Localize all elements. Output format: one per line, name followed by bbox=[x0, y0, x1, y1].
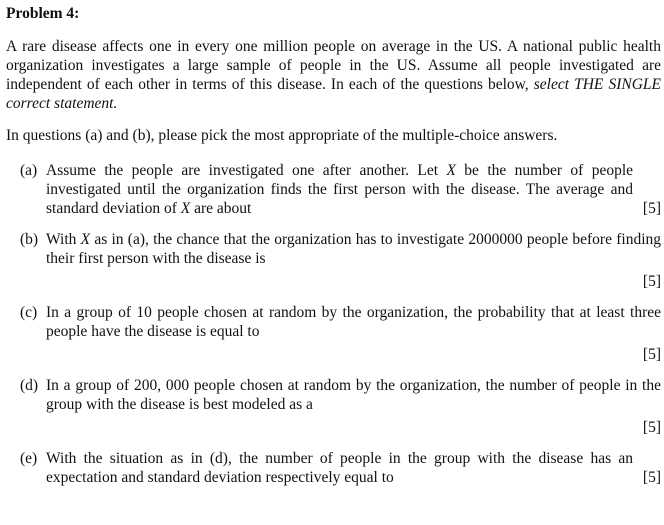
question-e-marks: [5] bbox=[642, 469, 661, 486]
question-d-label: (d) bbox=[20, 377, 39, 394]
multiple-choice-instructions: In questions (a) and (b), please pick the most appropriate of the multiple-choice answers. bbox=[6, 127, 558, 144]
question-a bbox=[20, 161, 661, 218]
question-b bbox=[20, 230, 661, 291]
problem-intro bbox=[6, 37, 661, 113]
question-d-text: In a group of 200, 000 people chosen at random by the organization, the number of people in the group with the disease is best modeled as a bbox=[46, 377, 661, 413]
question-a-var-x-2: X bbox=[180, 200, 191, 217]
question-b-label: (b) bbox=[20, 231, 39, 248]
question-c-text: In a group of 10 people chosen at random by the organization, the probability that at least three people have the disease is equal to bbox=[46, 304, 661, 340]
question-a-var-x: X bbox=[446, 162, 456, 179]
question-d-marks: [5] bbox=[642, 419, 661, 436]
question-a-marks: [5] bbox=[642, 200, 661, 217]
question-b-var-x: X bbox=[80, 231, 91, 248]
question-c-label: (c) bbox=[20, 304, 38, 321]
question-b-text-post: as in (a), the chance that the organization has to investigate 2000000 people before finding their first person with the disease is bbox=[46, 231, 661, 267]
question-b-marks: [5] bbox=[642, 273, 661, 290]
question-e-label: (e) bbox=[20, 450, 38, 467]
question-c-marks: [5] bbox=[642, 346, 661, 363]
question-a-text-mid: be the number of people investigated until the organization finds the first person with the disease. The average and standard deviation of bbox=[46, 162, 634, 217]
question-e-text: With the situation as in (d), the number of people in the group with the disease has an expectation and standard deviation respectively equal to bbox=[46, 450, 633, 486]
question-a-label: (a) bbox=[20, 162, 38, 179]
problem-page bbox=[6, 2, 661, 487]
question-c bbox=[20, 303, 661, 364]
question-d bbox=[20, 376, 661, 437]
question-a-text-pre: Assume the people are investigated one after another. Let bbox=[46, 162, 447, 179]
question-e bbox=[20, 449, 661, 487]
intro-text: A rare disease affects one in every one million people on average in the US. A national public health organization investigates a large sample of people in the US. Assume all people investigated are independent of each other in terms of this disease. In each of the questions below, bbox=[6, 38, 661, 93]
intro-italic-instruction: select THE SINGLE correct statement. bbox=[6, 76, 661, 112]
problem-title: Problem 4: bbox=[6, 5, 80, 22]
question-b-text-pre: With bbox=[46, 231, 81, 248]
question-a-text-post: are about bbox=[190, 200, 252, 217]
